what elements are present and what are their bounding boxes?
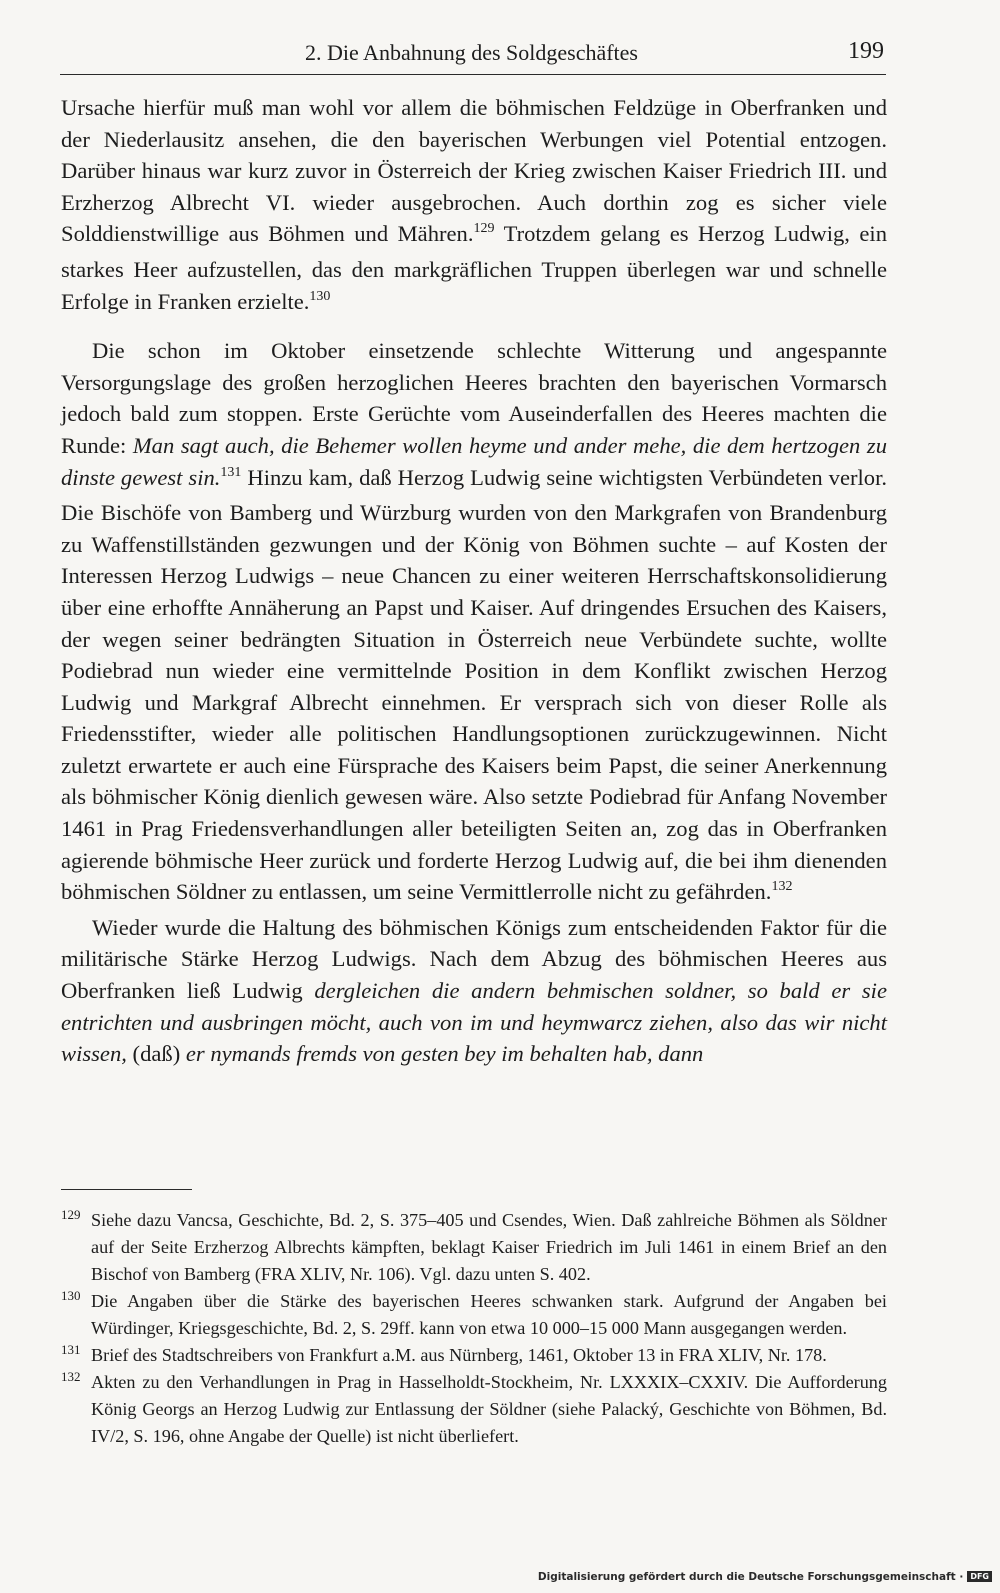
body-text-run: Hinzu kam, daß Herzog Ludwig seine wichtigsten Verbündeten verlor. Die Bischöfe von Bamberg und Würzburg wurden von den Markgrafen von Brandenburg zu Waffenstillständen gezwungen und der König von Böhmen suchte – auf Kosten der Interessen Herzog Ludwigs – neue Chancen zu einer weiteren Herrschaftskonsolidierung über eine erhoffte Annäherung an Papst und Kaiser. Auf dringendes Ersuchen des Kaisers, der wegen seiner bedrängten Situation in Österreich neue Verbündete suchte, wollte Podiebrad nun wieder eine vermittelnde Position in dem Konflikt zwischen Herzog Ludwig und Markgraf Albrecht einnehmen. Er versprach sich von dieser Rolle als Friedensstifter, wieder alle politischen Handlungsoptionen zurückzugewinnen. Nicht zuletzt erwartete er auch eine Fürsprache des Kaisers beim Papst, die seiner Anerkennung als böhmischer König dienlich gewesen wäre. Also setzte Podiebrad für Anfang November 1461 in Prag Friedensverhandlungen aller beteiligten Seiten an, zog das in Oberfranken agierende böhmische Heer zurück und forderte Herzog Ludwig auf, die bei ihm dienenden böhmischen Söldner zu entlassen, um seine Vermittlerrolle nicht zu gefährden. [61,464,887,905]
footnote-129 [61,1207,887,1288]
body-text-run: Wieder wurde die Haltung des böhmischen Königs zum entscheidenden Faktor für die militärische Stärke Herzog Ludwigs. Nach dem Abzug des böhmischen Heeres aus Oberfranken ließ Ludwig [61,914,887,1004]
page-number: 199 [848,38,884,64]
paragraph-1 [61,92,887,321]
body-text-run: (daß) [126,1041,186,1067]
footnote-text: Brief des Stadtschreibers von Frankfurt a.M. aus Nürnberg, 1461, Oktober 13 in FRA XLIV, Nr. 178. [91,1345,827,1365]
footnote-number: 129 [61,1207,81,1222]
footnote-132 [61,1369,887,1450]
quotation-text: er nymands fremds von gesten bey im behalten hab, dann [185,1041,704,1067]
quotation-text: Man sagt auch, die Behemer wollen heyme und ander mehe, die dem hertzogen zu dinste gewest sin. [61,432,887,490]
digitization-watermark [538,1571,992,1583]
footnote-ref: 131 [220,464,242,480]
running-title: 2. Die Anbahnung des Soldgeschäftes [305,40,638,65]
footnote-number: 130 [61,1288,81,1303]
body-text [61,92,887,1070]
footnote-text: Akten zu den Verhandlungen in Prag in Hasselholdt-Stockheim, Nr. LXXXIX–CXXIV. Die Aufforderung König Georgs an Herzog Ludwig zur Entlassung der Söldner (siehe Palacký, Geschichte von Böhmen, Bd. IV/2, S. 196, ohne Angabe der Quelle) ist nicht überliefert. [91,1372,887,1446]
footnote-ref: 130 [309,288,331,304]
paragraph-2 [61,335,887,912]
footnote-number: 131 [61,1342,81,1357]
footnote-divider [61,1189,192,1190]
footnote-130 [61,1288,887,1342]
body-text-run: Die schon im Oktober einsetzende schlechte Witterung und angespannte Versorgungslage des großen herzoglichen Heeres brachten den bayerischen Vormarsch jedoch bald zum stoppen. Erste Gerüchte vom Auseinderfallen des Heeres machten die Runde: [61,338,887,458]
watermark-text: Digitalisierung gefördert durch die Deutsche Forschungsgemeinschaft · [537,1571,964,1583]
footnote-ref: 132 [771,879,793,895]
body-text-run: Trotzdem gelang es Herzog Ludwig, ein starkes Heer aufzustellen, das den markgräflichen Truppen überlegen war und schnelle Erfolge in Franken erzielte. [61,221,888,314]
running-header [60,38,886,75]
footnote-text: Siehe dazu Vancsa, Geschichte, Bd. 2, S. 375–405 und Csendes, Wien. Daß zahlreiche Böhmen als Söldner auf der Seite Erzherzog Albrechts kämpften, beklagt Kaiser Friedrich im Juli 1461 in einem Brief an den Bischof von Bamberg (FRA XLIV, Nr. 106). Vgl. dazu unten S. 402. [91,1210,887,1284]
quotation-text: dergleichen die andern behmischen soldner, so bald er sie entrichten und ausbringen möcht, auch von im und heymwarcz ziehen, also das wir nicht wissen, [61,978,887,1067]
footnote-text: Die Angaben über die Stärke des bayerischen Heeres schwanken stark. Aufgrund der Angaben bei Würdinger, Kriegsgeschichte, Bd. 2, S. 29ff. kann von etwa 10 000–15 000 Mann ausgegangen werden. [91,1291,887,1338]
body-text-run: Ursache hierfür muß man wohl vor allem die böhmischen Feldzüge in Oberfranken und der Niederlausitz ansehen, die den bayerischen Werbungen viel Potential entzogen. Darüber hinaus war kurz zuvor in Österreich der Krieg zwischen Kaiser Friedrich III. und Erzherzog Albrecht VI. wieder ausgebrochen. Auch dorthin zog es sicher viele Solddienstwillige aus Böhmen und Mähren. [61,95,887,247]
paragraph-3 [61,912,887,1070]
footnotes [61,1207,887,1450]
footnote-ref: 129 [473,221,495,237]
footnote-number: 132 [61,1369,81,1384]
footnote-131 [61,1342,887,1369]
dfg-logo: DFG [967,1571,992,1582]
